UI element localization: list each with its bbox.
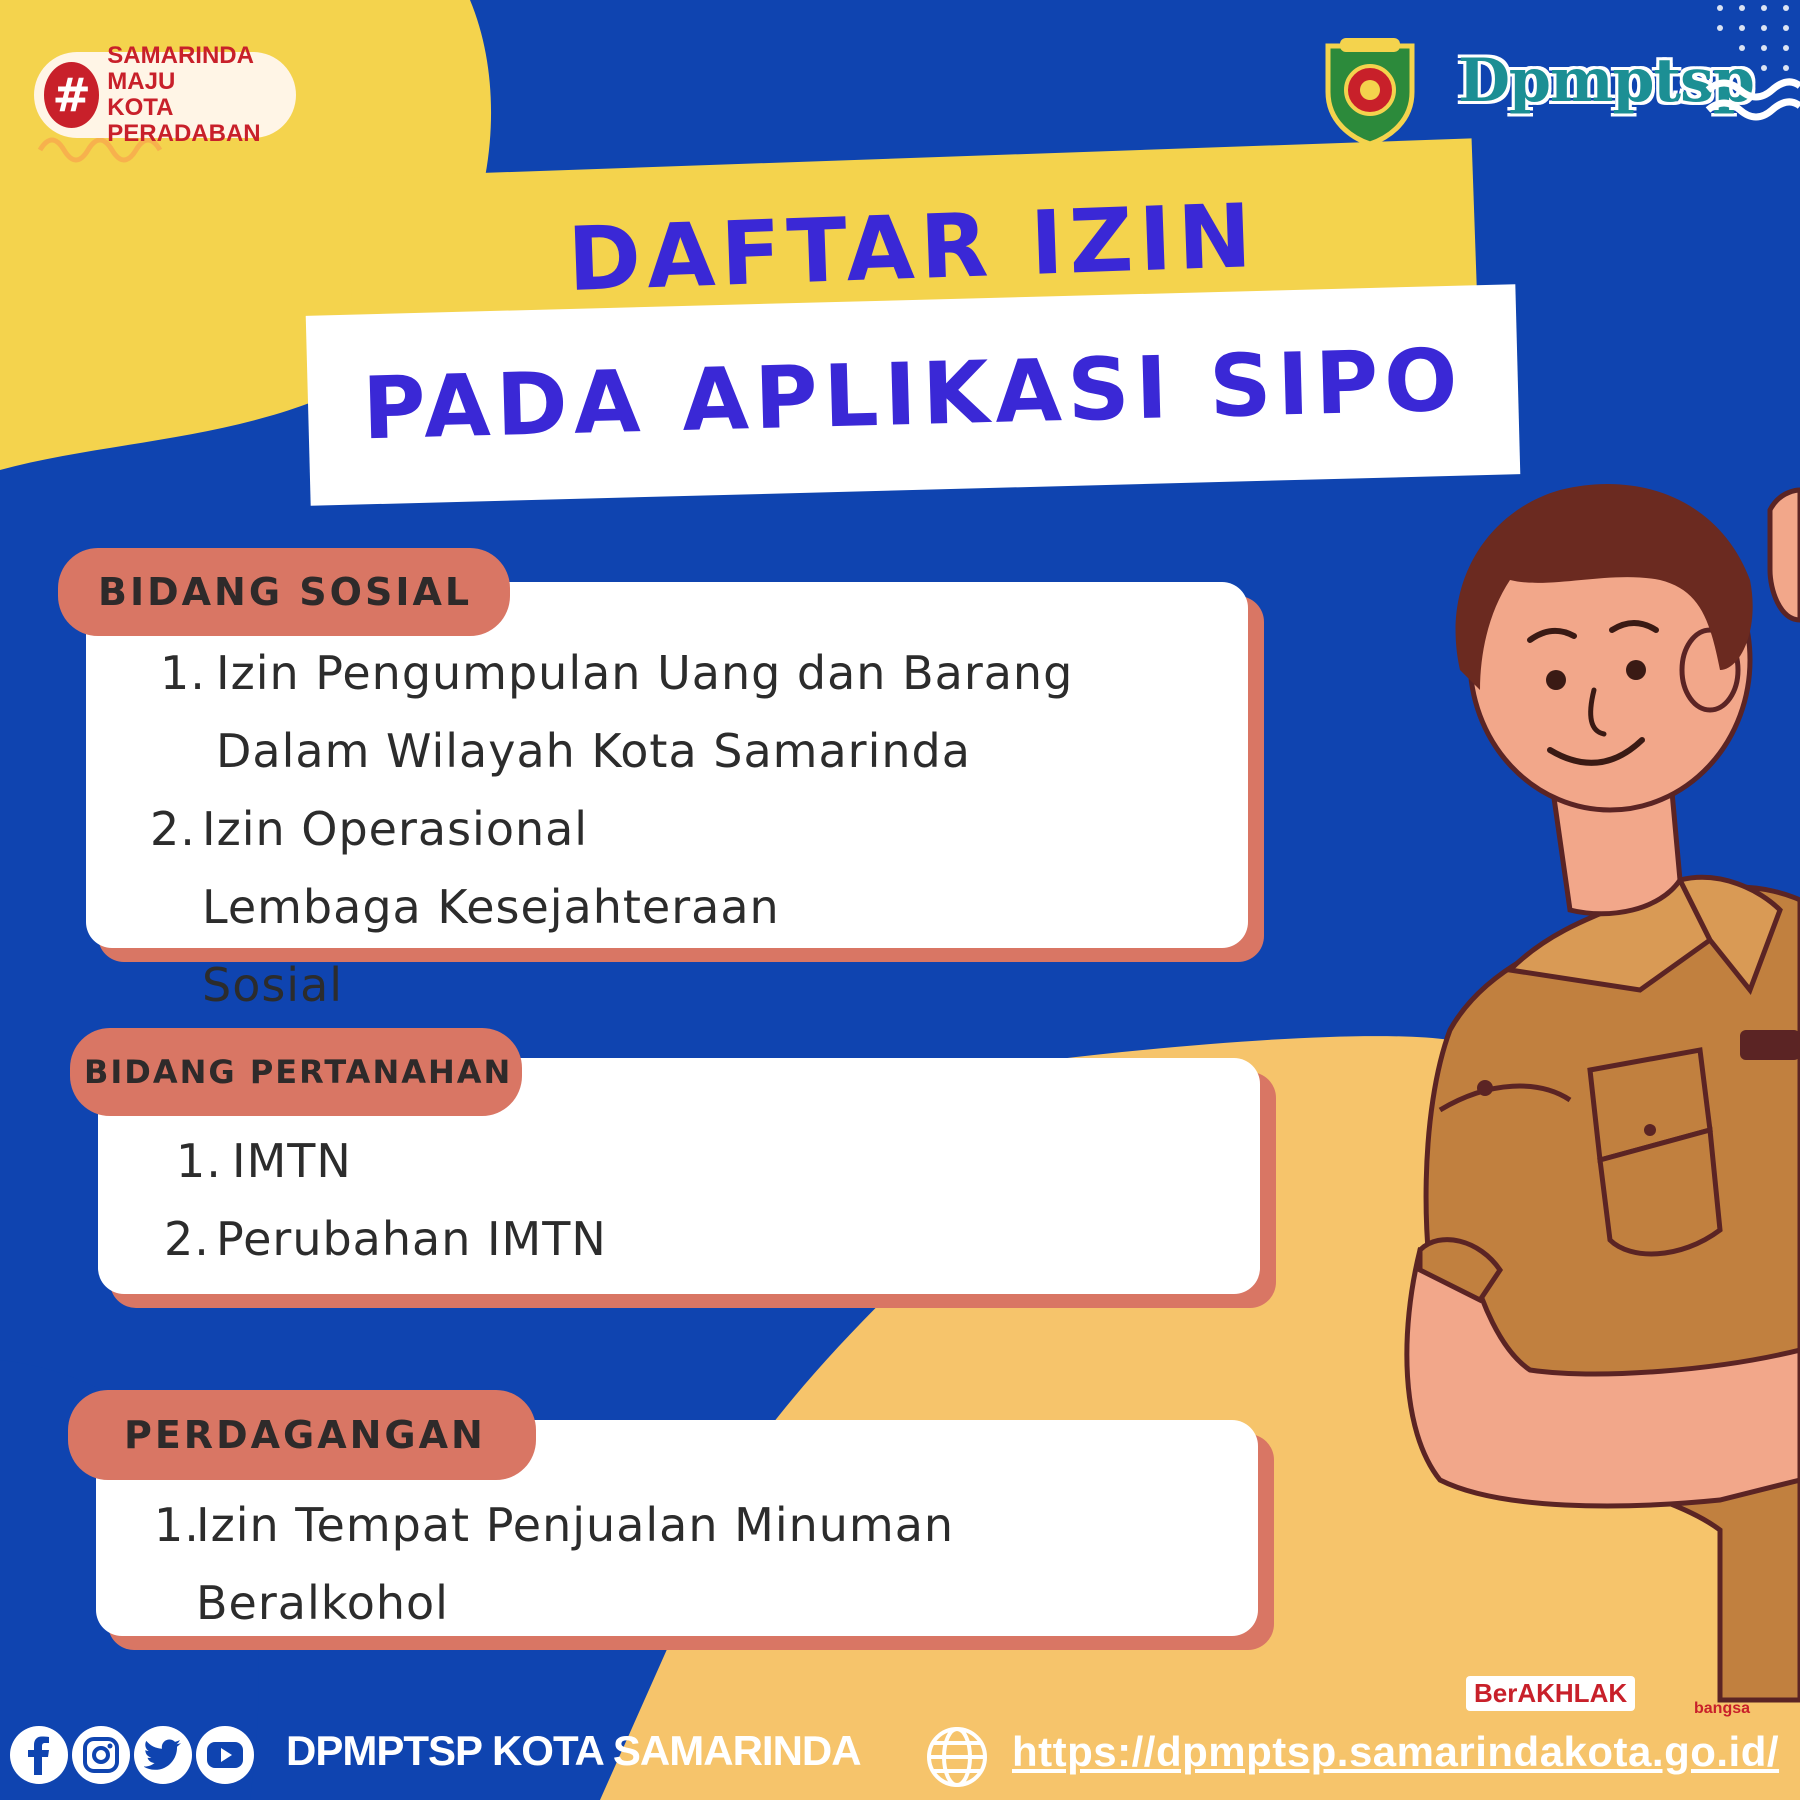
section-heading-pill	[58, 548, 510, 636]
list-item	[160, 634, 1216, 790]
title-banner-white	[306, 284, 1521, 506]
item-text: Izin Pengumpulan Uang dan Barang Dalam Wilayah Kota Samarinda	[216, 646, 1074, 778]
section-heading: BIDANG PERTANAHAN	[84, 1053, 513, 1091]
item-text: Izin Operasional Lembaga Kesejahteraan Sosial	[202, 802, 780, 1012]
section-heading: PERDAGANGAN	[124, 1413, 486, 1457]
man-illustration	[1380, 470, 1800, 1710]
item-text: IMTN	[232, 1134, 352, 1188]
slogan-line-1: SAMARINDA MAJU	[107, 42, 254, 95]
samarinda-maju-logo	[34, 42, 296, 147]
account-name: DPMPTSP KOTA SAMARINDA	[286, 1727, 861, 1774]
item-number: 1.	[154, 1498, 200, 1552]
slogan-line-2: KOTA PERADABAN	[107, 94, 261, 147]
section-heading: BIDANG SOSIAL	[98, 570, 473, 614]
list-item	[176, 1122, 1232, 1200]
item-text: Izin Tempat Penjualan Minuman Beralkohol	[196, 1498, 955, 1630]
hashtag-badge: #	[44, 62, 99, 128]
item-number: 2.	[150, 802, 196, 856]
bangga-logo: bangsa	[1694, 1700, 1751, 1717]
list-item	[154, 1486, 1096, 1642]
wave-logo-icon	[1704, 70, 1800, 126]
globe-icon	[926, 1726, 988, 1788]
title-line-1: DAFTAR IZIN	[565, 183, 1260, 311]
instagram-icon[interactable]	[72, 1726, 130, 1784]
facebook-icon[interactable]	[10, 1726, 68, 1784]
website-link[interactable]: https://dpmptsp.samarindakota.go.id/	[1012, 1728, 1780, 1775]
samarinda-slogan	[107, 43, 296, 147]
berakhlak-logo: BerAKHLAK	[1466, 1676, 1635, 1711]
item-number: 2.	[164, 1212, 210, 1266]
city-emblem-icon	[1318, 32, 1422, 146]
item-number: 1.	[176, 1134, 222, 1188]
dpmptsp-logo: Dpmptsp	[1458, 46, 1754, 116]
section-heading-pill	[70, 1028, 522, 1116]
item-number: 1.	[160, 646, 206, 700]
twitter-icon[interactable]	[134, 1726, 192, 1784]
item-text: Perubahan IMTN	[216, 1212, 607, 1266]
section-heading-pill	[68, 1390, 536, 1480]
list-item	[164, 1200, 1216, 1278]
list-item	[150, 790, 802, 1024]
title-line-2: PADA APLIKASI SIPO	[361, 330, 1465, 460]
youtube-icon[interactable]	[196, 1726, 254, 1784]
